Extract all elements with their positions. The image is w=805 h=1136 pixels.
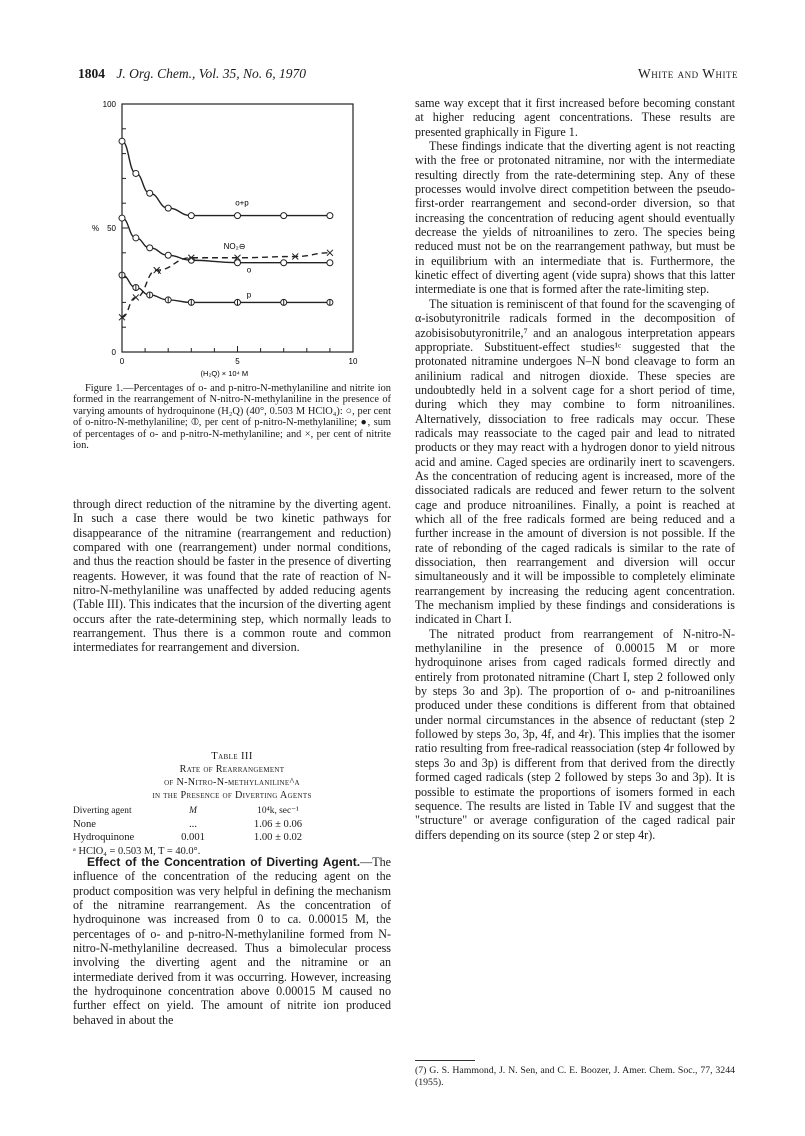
series-line	[122, 141, 330, 215]
y-tick-label: 100	[102, 100, 116, 109]
column-header: 10⁴k, sec⁻¹	[257, 806, 299, 816]
paragraph: The nitrated product from rearrangement of N-nitro-N-methylaniline in the presence of 0.00015 M or more hydroquinone arises from caged radicals formed directly and entirely from protonated nitramine (Chart I, step 2 followed only by steps 3o and 3p). The proportion of o- and p-nitroanilines produced under these conditions is different from that obtained under normal circumstances in the absence of reductant (step 2 followed by steps 3o, 3p, 4f, and 4r). This implies that the isomer ratio resulting from free-radical reassociation (step 4r followed by steps 3o and 3p) is different from that derived from the directly formed caged radicals (step 2 followed by steps 3o and 3p). It is possible to estimate the proportions of isomers formed in each sequence. The results are listed in Table IV and suggest that the "structure" or average configuration of the caged radical pair differs depending on its source (step 2 or step 4r).	[415, 626, 735, 842]
table-header-row	[73, 805, 323, 818]
right-column	[415, 96, 735, 842]
x-tick-label: 10	[348, 357, 358, 366]
table-cell: 0.001	[181, 832, 205, 843]
journal-citation: J. Org. Chem., Vol. 35, No. 6, 1970	[116, 66, 306, 81]
table-footnote: ᵃ HClO₄ = 0.503 M, T = 40.0°.	[73, 846, 201, 857]
table-cell: ...	[189, 819, 197, 830]
footnote-rule	[415, 1060, 475, 1061]
data-point	[119, 138, 125, 144]
y-axis-label: %	[92, 224, 100, 233]
paragraph: These findings indicate that the diverting agent is not reacting with the free or protonated nitramine, nor with the intermediate resulting directly from the rate-determining step. Any of these processes would involve direct competition between the pseudo-first-order rearrangement and second-order diversion, so that increasing the concentration of reducing agent should eventually decrease the yields of nitroanilines to zero. The species being reduced must not be on the rearrangement pathway, but must be in equilibrium with an intermediate that is. Furthermore, the kinetic effect of diverting agent (vide supra) shows that this latter intermediate is one that is formed after the rate-limiting step.	[415, 139, 735, 297]
chart-series	[119, 138, 333, 320]
data-point	[165, 205, 171, 211]
table-row	[73, 831, 323, 844]
data-point	[235, 213, 241, 219]
series-line	[122, 275, 330, 302]
series-label-o: o	[246, 265, 252, 275]
data-point	[327, 260, 333, 266]
data-point	[147, 245, 153, 251]
table-body	[73, 805, 323, 844]
data-point	[281, 213, 287, 219]
series-label-no2: NO₂⊖	[223, 242, 246, 252]
data-point	[188, 213, 194, 219]
table-iii	[73, 750, 391, 858]
footnote-text: (7) G. S. Hammond, J. N. Sen, and C. E. Boozer, J. Amer. Chem. Soc., 77, 3244 (1955).	[415, 1065, 735, 1088]
x-tick-label: 0	[119, 357, 125, 366]
table-cell: Hydroquinone	[73, 832, 135, 843]
table-subtitle: of N-Nitro-N-methylaniline^a	[164, 777, 300, 788]
data-point	[235, 260, 241, 266]
column-header: Diverting agent	[73, 806, 132, 816]
figure-1-chart	[64, 96, 394, 378]
x-axis-label: (H₂Q) × 10⁴ M	[200, 369, 249, 378]
section-heading: Effect of the Concentration of Diverting Agent.	[87, 855, 361, 869]
data-point	[327, 213, 333, 219]
y-tick-label: 50	[107, 224, 116, 233]
data-point	[133, 170, 139, 176]
x-tick-label: 5	[235, 357, 240, 366]
figure-1	[64, 96, 394, 378]
data-point	[133, 235, 139, 241]
figure-caption-text: Figure 1.—Percentages of o- and p-nitro-N-methylaniline and nitrite ion formed in the rearrangement of N-nitro-N-methylaniline in the presence of varying amounts of hydroquinone (H₂Q) (40°, 0.503 M HClO₄): ○, per cent of o-nitro-N-methylaniline; ⦶, per cent of p-nitro-N-methylaniline; ●, sum of percentages of o- and p-nitro-N-methylaniline; and ×, per cent of nitrite ion.	[73, 383, 391, 452]
table-subtitle: in the Presence of Diverting Agents	[152, 790, 312, 801]
data-point	[281, 260, 287, 266]
left-column-text-1	[73, 497, 391, 655]
table-cell: None	[73, 819, 96, 830]
column-header: M	[189, 806, 197, 816]
table-cell: 1.06 ± 0.06	[253, 819, 303, 830]
paragraph	[73, 855, 391, 1027]
figure-caption	[73, 383, 391, 451]
series-label-p: p	[246, 290, 252, 300]
y-tick-label: 0	[111, 348, 116, 357]
series-label-op: o+p	[235, 198, 249, 208]
data-point	[165, 252, 171, 258]
data-point	[119, 215, 125, 221]
chart-axes	[92, 100, 358, 378]
page-number: 1804	[78, 66, 105, 81]
footnote	[415, 1060, 735, 1088]
left-column-text-2	[73, 855, 391, 1027]
paragraph: same way except that it first increased before becoming constant at higher reducing agent concentrations. These results are presented graphically in Figure 1.	[415, 96, 735, 139]
series-line	[122, 218, 330, 263]
paragraph: The situation is reminiscent of that found for the scavenging of α-isobutyronitrile radicals formed in the decomposition of azobisisobutyronitrile,⁷ and an analogous interpretation appears appropriate. Substituent-effect studies¹ᶜ suggested that the protonated nitramine undergoes N–N bond cleavage to form an anilinium radical and nitrogen dioxide. These species are undoubtedly held in a solvent cage for a short period of time, during which they may combine to form nitroanilines. Alternatively, dissociation to free radicals may occur. These radicals may reassociate to the caged pair and lead to nitrated products or they may react with a hydrogen donor to yield nitrous acid and amine. Caged species are ordinarily inert to scavengers. As the concentration of reducing agent is increased, more of the dissociated radicals are reduced and fewer return to the solvent cage and produce nitroanilines. Finally, a point is reached at which all of the free radicals formed are being reduced and a further increase in the amount of diversion is not possible. If the rate of rebonding of the caged radicals is similar to the rate of dissociation, then rearrangement and diversion will occur simultaneously and it will be impossible to completely eliminate rearrangement by increasing the reducing agent concentration. The mechanism implied by these findings and considerations is indicated in Chart I.	[415, 296, 735, 627]
table-title: Table III	[211, 751, 253, 762]
paragraph: through direct reduction of the nitramine by the diverting agent. In such a case there would be two kinetic pathways for disappearance of the nitramine (rearrangement and reduction) compared with one (rearrangement) under normal conditions, and thus the reaction should be faster in the presence of diverting reagents. However, it was found that the rate of reaction of N-nitro-N-methylaniline was unaffected by added reducing agents (Table III). This indicates that the incursion of the diverting agent occurs after the rate-determining step, which normally leads to rearrangement. Thus there is a common route and common intermediates for rearrangement and diversion.	[73, 497, 391, 655]
running-authors: White and White	[638, 66, 738, 81]
page-header	[78, 66, 738, 86]
data-point-cross	[327, 250, 333, 256]
table-row	[73, 818, 323, 831]
paragraph-body: —The influence of the concentration of the reducing agent on the product composition was very helpful in defining the mechanism of the nitramine rearrangement. As the concentration of hydroquinone was increased from 0 to ca. 0.00015 M, the percentages of o- and p-nitro-N-methylaniline formed from N-nitro-N-methylaniline decreased. Thus a bimolecular process involving the diverting agent and the nitramine or an intermediate derived from it was occurring. However, increasing the hydroquinone concentration above 0.00015 M caused no further effect on yield. The amount of nitrite ion produced behaved in about the	[73, 855, 391, 1027]
table-subtitle: Rate of Rearrangement	[179, 764, 285, 775]
series-label-x: x	[157, 268, 162, 276]
data-point	[147, 190, 153, 196]
table-cell: 1.00 ± 0.02	[253, 832, 303, 843]
plot-frame	[122, 104, 353, 352]
